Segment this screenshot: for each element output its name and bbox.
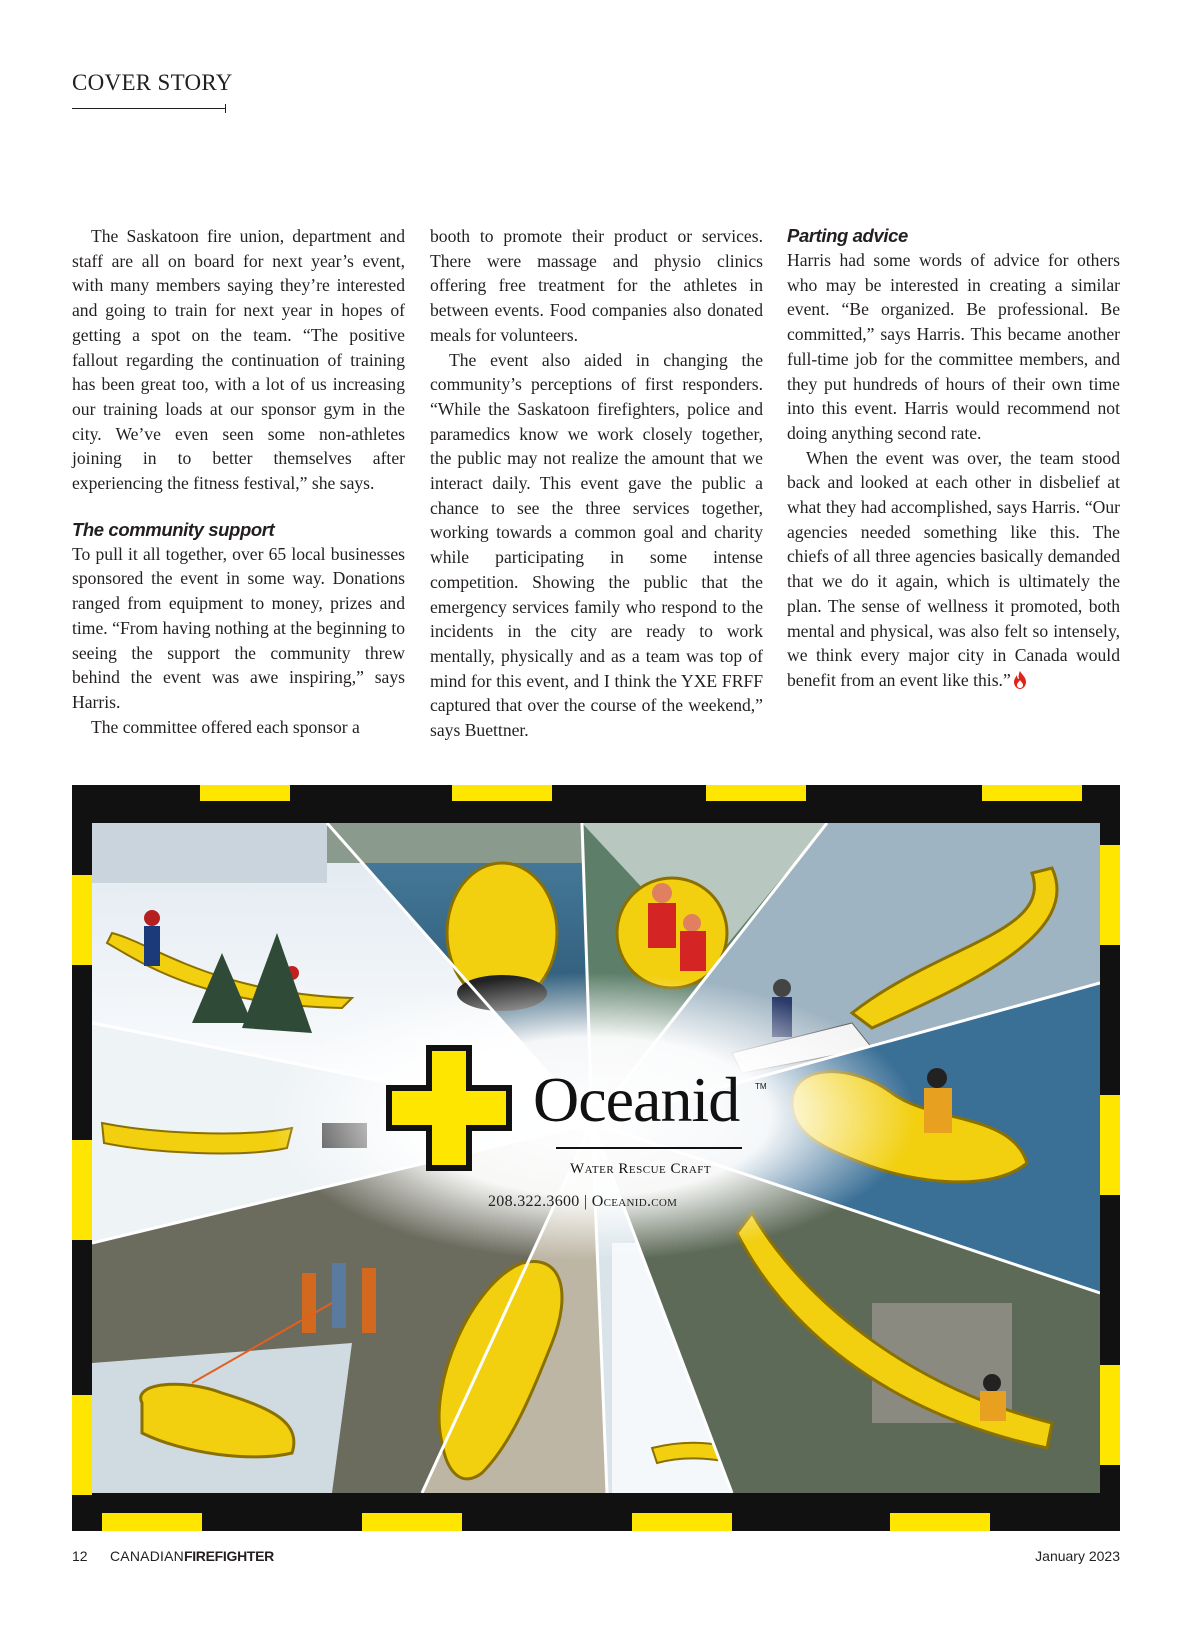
border-stripe	[102, 1513, 202, 1531]
border-stripe	[982, 785, 1082, 801]
border-stripe	[1100, 845, 1120, 945]
ad-brand-name: Oceanid	[533, 1064, 740, 1135]
border-stripe	[72, 1395, 92, 1495]
magazine-title	[110, 1548, 274, 1564]
border-stripe	[200, 785, 290, 801]
border-stripe	[72, 875, 92, 965]
ad-brand-rule	[556, 1147, 742, 1149]
issue-date: January 2023	[1035, 1548, 1120, 1564]
paragraph: booth to promote their product or services. There were massage and physio clinics offering free treatment for the athletes in between events. Food companies also donated meals for volunteers.	[430, 226, 763, 345]
border-stripe	[1100, 1095, 1120, 1195]
subheading-community-support: The community support	[72, 518, 275, 540]
ad-tagline: Water Rescue Craft	[570, 1161, 712, 1177]
magazine-name: FIREFIGHTER	[183, 1548, 274, 1564]
paragraph: Harris had some words of advice for others who may be interested in creating a similar event. “Be organized. Be professional. Be committed,” says Harris. This became another full-time job for the committee members, and they put hundreds of hours of their own time into this event. Harris would recommend not doing anything second rate.	[787, 250, 1120, 443]
article-column-3	[787, 224, 1120, 693]
border-stripe	[890, 1513, 990, 1531]
border-stripe	[1100, 1365, 1120, 1465]
photo-collage	[92, 823, 1100, 1493]
border-stripe	[72, 1140, 92, 1240]
oceanid-advertisement[interactable]	[72, 785, 1120, 1531]
subheading-parting-advice: Parting advice	[787, 225, 908, 246]
page-number: 12	[72, 1548, 88, 1564]
paragraph: The event also aided in changing the community’s perceptions of first responders. “While the Saskatoon firefighters, police and paramedics know we work closely together, the public may not realize the amount that we interact daily. This event gave the public a chance to see the three services together, working towards a common goal and charity while participating in some intense competition. Showing the public that the emergency services family who respond to the incidents in the city are ready to work mentally, physically and as a team was top of mind for this event, and I think the YXE FRFF captured that over the course of the weekend,” says Buettner.	[430, 349, 763, 741]
article-column-2	[430, 224, 763, 743]
paragraph-text: When the event was over, the team stood back and looked at each other in disbelief at what they had accomplished, says Harris. “Our agencies needed something like this. The chiefs of all three agencies basically demanded that we do it again, which is ultimately the plan. The sense of wellness it promoted, both mental and physical, was also felt so intensely, we think every major city in Canada would benefit from an event like this.”	[787, 447, 1120, 690]
paragraph: The committee offered each sponsor a	[91, 716, 360, 737]
flame-end-mark-icon	[1013, 671, 1027, 689]
border-stripe	[706, 785, 806, 801]
paragraph: The Saskatoon fire union, department and staff are all on board for next year’s event, with many members saying they’re interested and going to train for next year in hopes of getting a spot on the team. “The positive fallout regarding the continuation of training has been great too, with a lot of us increasing our training loads at our sponsor gym in the city. We’ve even seen some non-athletes joining in to better themselves after experiencing the fitness festival,” she says.	[72, 226, 405, 494]
ad-trademark: TM	[755, 1082, 767, 1091]
border-stripe	[632, 1513, 732, 1531]
ad-website-link[interactable]: Oceanid.com	[591, 1193, 678, 1210]
paragraph	[787, 446, 1120, 693]
collage-graphic	[92, 823, 1100, 1493]
article-column-1	[72, 224, 405, 739]
paragraph: To pull it all together, over 65 local businesses sponsored the event in some way. Donations ranged from equipment to money, prizes and time. “From having nothing at the beginning to seeing the support the community threw behind the event was awe inspiring,” says Harris.	[72, 543, 405, 712]
section-label: COVER STORY	[72, 70, 233, 95]
section-rule	[72, 108, 226, 109]
magazine-prefix: CANADIAN	[110, 1548, 184, 1564]
border-stripe	[362, 1513, 462, 1531]
border-stripe	[452, 785, 552, 801]
ad-separator: |	[583, 1193, 588, 1210]
ad-contact	[488, 1193, 677, 1211]
ad-phone: 208.322.3600	[488, 1193, 580, 1210]
